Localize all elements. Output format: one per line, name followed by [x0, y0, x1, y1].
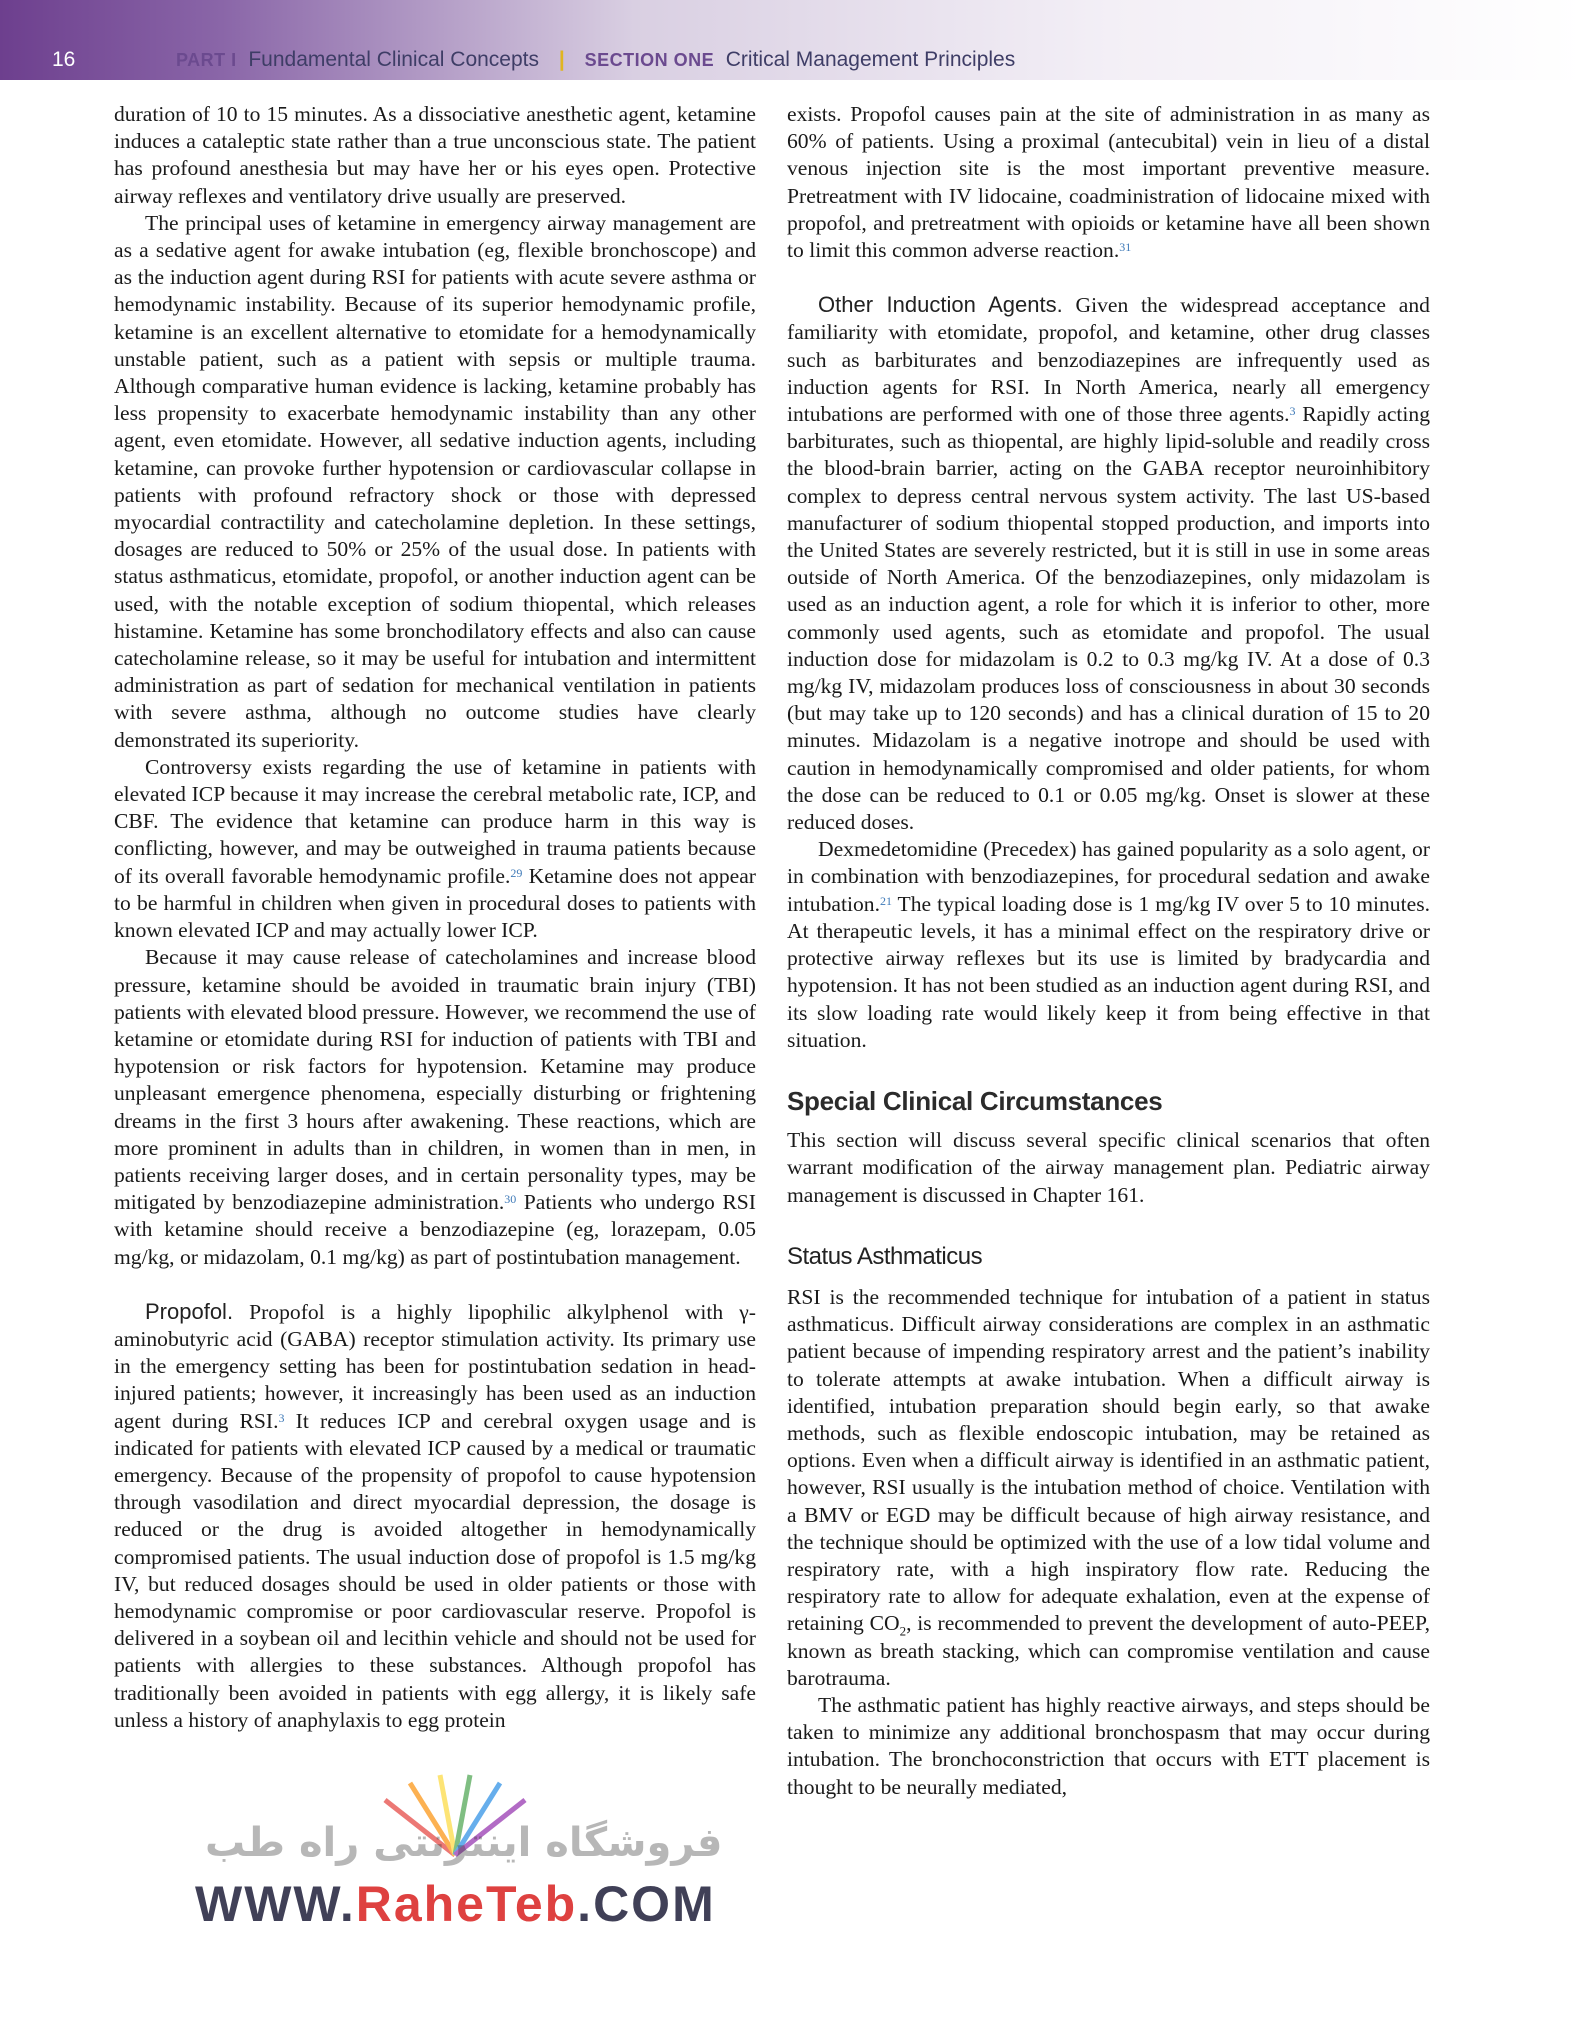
- reference-31[interactable]: 31: [1119, 240, 1132, 255]
- paragraph: [114, 944, 756, 1270]
- left-column: [114, 101, 756, 1734]
- paragraph: [114, 1298, 756, 1734]
- section-title: Critical Management Principles: [725, 48, 1016, 71]
- reference-3[interactable]: 3: [278, 1410, 285, 1425]
- watermark-suffix: .COM: [577, 1876, 716, 1932]
- part-label: PART I: [176, 50, 237, 70]
- reference-3[interactable]: 3: [1289, 404, 1296, 419]
- reference-21[interactable]: 21: [879, 893, 892, 908]
- paragraph: [787, 1284, 1430, 1692]
- paragraph: This section will discuss several specific clinical scenarios that often warrant modification of the airway management plan. Pediatric airway management is discussed in Chapter 161.: [787, 1128, 1430, 1207]
- paragraph: [787, 291, 1430, 836]
- reference-29[interactable]: 29: [510, 865, 523, 880]
- text-run: Controversy exists regarding the use of ketamine in patients with elevated ICP because it may increase the cerebral metabolic rate, ICP, and CBF. The evidence that ketamine can produce harm in this way is conflicting, however, and may be outweighed in trauma patients because of its overall favorable hemodynamic profile.: [114, 754, 756, 888]
- paragraph: [787, 836, 1430, 1054]
- watermark-prefix: WWW.: [195, 1876, 356, 1932]
- right-column: [787, 101, 1430, 1801]
- part-title: Fundamental Clinical Concepts: [248, 48, 539, 71]
- text-run: , is recommended to prevent the development of auto-PEEP, known as breath stacking, which can compromise ventilation and cause barotrauma.: [787, 1611, 1430, 1690]
- text-run: exists. Propofol causes pain at the site of administration in as many as 60% of patients. Using a proximal (antecubital) vein in lieu of a distal venous injection site is the most important preventive measure. Pretreatment with IV lidocaine, coadministration of lidocaine mixed with propofol, and pretreatment with opioids or ketamine have all been shown to limit this common adverse reaction.: [787, 102, 1430, 263]
- watermark-brand: RaheTeb: [355, 1876, 578, 1932]
- text-run: Ketamine does not appear to be harmful in children when given in procedural doses to patients with known elevated ICP and may actually lower ICP.: [114, 863, 756, 943]
- text-run: Because it may cause release of catecholamines and increase blood pressure, ketamine should be avoided in traumatic brain injury (TBI) patients with elevated blood pressure. However, we recommend the use of ketamine or etomidate during RSI for induction of patients with TBI and hypotension or risk factors for hypotension. Ketamine may produce unpleasant emergence phenomena, especially disturbing or frightening dreams in the first 3 hours after awakening. These reactions, which are more prominent in adults than in children, in women than in men, in patients receiving larger doses, and in certain personality types, may be mitigated by benzodiazepine administration.: [114, 945, 756, 1215]
- section-label: SECTION ONE: [584, 50, 715, 70]
- text-run: Given the widespread acceptance and familiarity with etomidate, propofol, and ketamine, other drug classes such as barbiturates and benzodiazepines are infrequently used as induction agents for RSI. In North America, nearly all emergency intubations are performed with one of those three agents.: [787, 293, 1430, 427]
- page-number: 16: [52, 48, 76, 71]
- text-run: Propofol is a highly lipophilic alkylphenol with γ-aminobutyric acid (GABA) receptor stimulation activity. Its primary use in the emergency setting has been for postintubation sedation in head-injured patients; however, it increasingly has been used as an induction agent during RSI.: [114, 1299, 756, 1433]
- text-run: It reduces ICP and cerebral oxygen usage and is indicated for patients with elevated ICP caused by a medical or traumatic emergency. Because of the propensity of propofol to cause hypotension through vasodilation and direct myocardial depression, the dosage is reduced or the drug is avoided altogether in hemodynamically compromised patients. The usual induction dose of propofol is 1.5 mg/kg IV, but reduced dosages should be used in older patients or those with hemodynamic compromise or poor cardiovascular reserve. Propofol is delivered in a soybean oil and lecithin vehicle and should not be used for patients with allergies to these substances. Although propofol has traditionally been avoided in patients with egg allergy, it is likely safe unless a history of anaphylaxis to egg protein: [114, 1408, 756, 1732]
- section-heading: Special Clinical Circumstances: [787, 1085, 1163, 1116]
- text-run: Rapidly acting barbiturates, such as thiopental, are highly lipid-soluble and readily cross the blood-brain barrier, acting on the GABA receptor neuroinhibitory complex to depress central nervous system activity. The last US-based manufacturer of sodium thiopental stopped production, and imports into the United States are severely restricted, but it is still in use in some areas outside of North America. Of the benzodiazepines, only midazolam is used as an induction agent, a role for which it is inferior to other, more commonly used agents, such as etomidate and propofol. The usual induction dose for midazolam is 0.2 to 0.3 mg/kg IV. At a dose of 0.3 mg/kg IV, midazolam produces loss of consciousness in about 30 seconds (but may take up to 120 seconds) and has a clinical duration of 15 to 20 minutes. Midazolam is a negative inotrope and should be used with caution in hemodynamically compromised and older patients, for whom the dose can be reduced to 0.1 or 0.05 mg/kg. Onset is slower at these reduced doses.: [787, 402, 1431, 835]
- text-run: The typical loading dose is 1 mg/kg IV over 5 to 10 minutes. At therapeutic levels, it has a minimal effect on the respiratory drive or protective airway reflexes but its use is limited by bradycardia and hypotension. It has not been studied as an induction agent during RSI, and its slow loading rate would likely keep it from being effective in that situation.: [787, 891, 1430, 1052]
- text-run: Patients who undergo RSI with ketamine should receive a benzodiazepine (eg, lorazepam, 0.05 mg/kg, or midazolam, 0.1 mg/kg) as part of postintubation management.: [114, 1190, 756, 1269]
- running-header: [0, 0, 1584, 80]
- watermark-persian-text: فروشگاه اینترنتی راه طب: [205, 1820, 723, 1866]
- header-separator: |: [558, 48, 565, 71]
- runin-heading-propofol: Propofol.: [145, 1298, 234, 1324]
- header-breadcrumb: [176, 48, 1015, 72]
- paragraph: [114, 754, 756, 944]
- text-run: Dexmedetomidine (Precedex) has gained popularity as a solo agent, or in combination with benzodiazepines, for procedural sedation and awake intubation.: [787, 837, 1430, 916]
- text-run: RSI is the recommended technique for intubation of a patient in status asthmaticus. Difficult airway considerations are complex in an asthmatic patient because of impending respiratory arrest and the patient’s inability to tolerate attempts at awake intubation. When a difficult airway is identified, intubation preparation should begin early, so that awake methods, such as flexible endoscopic intubation, may be retained as options. Even when a difficult airway is identified in an asthmatic patient, however, RSI usually is the intubation method of choice. Ventilation with a BMV or EGD may be difficult because of high airway resistance, and the technique should be optimized with the use of a low tidal volume and respiratory rate, with a high inspiratory flow rate. Reducing the respiratory rate to allow for adequate exhalation, even at the expense of retaining CO: [787, 1284, 1430, 1636]
- paragraph: The asthmatic patient has highly reactive airways, and steps should be taken to minimize any additional bronchospasm that may occur during intubation. The bronchoconstriction that occurs with ETT placement is thought to be neurally mediated,: [787, 1692, 1430, 1799]
- watermark-site: [195, 1875, 716, 1933]
- paragraph: duration of 10 to 15 minutes. As a dissociative anesthetic agent, ketamine induces a cataleptic state rather than a true unconscious state. The patient has profound anesthesia but may have her or his eyes open. Protective airway reflexes and ventilatory drive usually are preserved.: [114, 102, 756, 208]
- paragraph: [787, 101, 1430, 264]
- reference-30[interactable]: 30: [504, 1192, 517, 1207]
- runin-heading-other-agents: Other Induction Agents.: [818, 292, 1063, 318]
- subsection-heading: Status Asthmaticus: [787, 1242, 983, 1270]
- subscript: 2: [899, 1623, 907, 1639]
- paragraph: The principal uses of ketamine in emergency airway management are as a sedative agent for awake intubation (eg, flexible bronchoscope) and as the induction agent during RSI for patients with acute severe asthma or hemodynamic instability. Because of its superior hemodynamic profile, ketamine is an excellent alternative to etomidate for a hemodynamically unstable patient, such as a patient with sepsis or multiple trauma. Although comparative human evidence is lacking, ketamine probably has less propensity to exacerbate hemodynamic instability than any other agent, even etomidate. However, all sedative induction agents, including ketamine, can provoke further hypotension or cardiovascular collapse in patients with profound refractory shock or those with depressed myocardial contractility and catecholamine depletion. In these settings, dosages are reduced to 50% or 25% of the usual dose. In patients with status asthmaticus, etomidate, propofol, or another induction agent can be used, with the notable exception of sodium thiopental, which releases histamine. Ketamine has some bronchodilatory effects and also can cause catecholamine release, so it may be useful for intubation and intermittent administration as part of sedation for mechanical ventilation in patients with severe asthma, although no outcome studies have clearly demonstrated its superiority.: [114, 210, 756, 752]
